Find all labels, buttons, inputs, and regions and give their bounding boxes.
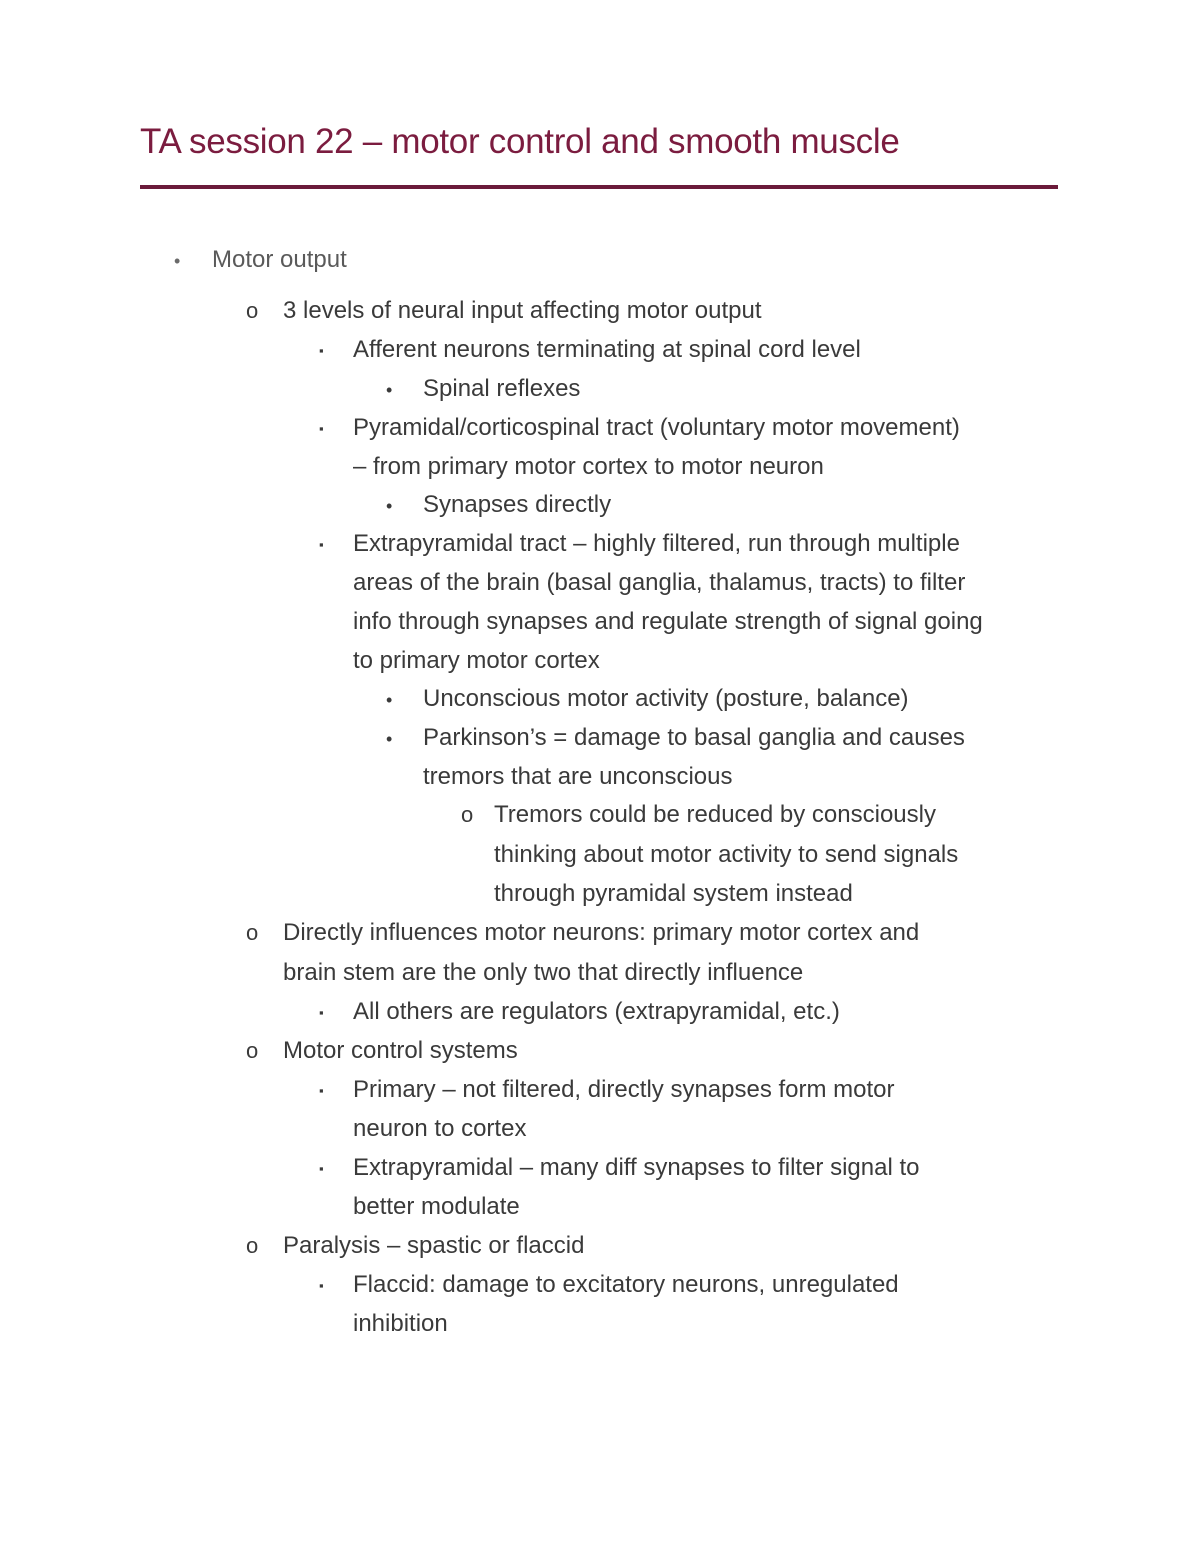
- outline-item: Spinal reflexes: [423, 375, 581, 402]
- bullet-icon: •: [386, 496, 393, 516]
- outline-item: Afferent neurons terminating at spinal cord level: [353, 336, 861, 363]
- outline-item: Parkinson’s = damage to basal ganglia and causes: [423, 724, 965, 751]
- circle-bullet-icon: o: [246, 298, 259, 323]
- outline-item: through pyramidal system instead: [494, 880, 853, 907]
- square-bullet-icon: ▪: [319, 1005, 324, 1020]
- page-title: TA session 22 – motor control and smooth muscle: [140, 122, 900, 161]
- title-underline: [140, 185, 1058, 189]
- outline-item: Synapses directly: [423, 491, 612, 518]
- bullet-icon: •: [386, 380, 393, 400]
- square-bullet-icon: ▪: [319, 343, 324, 358]
- outline-item: thinking about motor activity to send signals: [494, 841, 959, 868]
- outline-item: inhibition: [353, 1310, 448, 1337]
- bullet-icon: •: [386, 729, 393, 749]
- outline-item: neuron to cortex: [353, 1115, 527, 1142]
- square-bullet-icon: ▪: [319, 1278, 324, 1293]
- outline-item: Motor control systems: [283, 1037, 518, 1064]
- outline-item: info through synapses and regulate strength of signal going: [353, 608, 983, 635]
- square-bullet-icon: ▪: [319, 1161, 324, 1176]
- outline-item: Flaccid: damage to excitatory neurons, unregulated: [353, 1271, 899, 1298]
- outline-item: better modulate: [353, 1193, 520, 1220]
- circle-bullet-icon: o: [246, 920, 259, 945]
- bullet-icon: •: [386, 690, 393, 710]
- outline-item: Directly influences motor neurons: primary motor cortex and: [283, 919, 920, 946]
- outline-item: Primary – not filtered, directly synapses form motor: [353, 1076, 895, 1103]
- outline-item: tremors that are unconscious: [423, 763, 733, 790]
- circle-bullet-icon: o: [246, 1233, 259, 1258]
- outline-item: Paralysis – spastic or flaccid: [283, 1232, 585, 1259]
- outline-item: areas of the brain (basal ganglia, thalamus, tracts) to filter: [353, 569, 966, 596]
- outline-item: 3 levels of neural input affecting motor output: [283, 297, 762, 324]
- square-bullet-icon: ▪: [319, 1083, 324, 1098]
- outline-item: Extrapyramidal tract – highly filtered, run through multiple: [353, 530, 960, 557]
- square-bullet-icon: ▪: [319, 537, 324, 552]
- circle-bullet-icon: o: [246, 1038, 259, 1063]
- outline-item: Extrapyramidal – many diff synapses to filter signal to: [353, 1154, 920, 1181]
- outline-item: All others are regulators (extrapyramidal, etc.): [353, 998, 840, 1025]
- outline-item: Motor output: [212, 246, 347, 273]
- outline-item: – from primary motor cortex to motor neuron: [353, 453, 824, 480]
- outline-item: Tremors could be reduced by consciously: [494, 801, 936, 828]
- circle-bullet-icon: o: [461, 802, 474, 827]
- outline-item: Unconscious motor activity (posture, balance): [423, 685, 909, 712]
- square-bullet-icon: ▪: [319, 421, 324, 436]
- outline-item: Pyramidal/corticospinal tract (voluntary motor movement): [353, 414, 960, 441]
- bullet-icon: •: [174, 251, 181, 271]
- outline-item: to primary motor cortex: [353, 647, 600, 674]
- outline-item: brain stem are the only two that directly influence: [283, 959, 804, 986]
